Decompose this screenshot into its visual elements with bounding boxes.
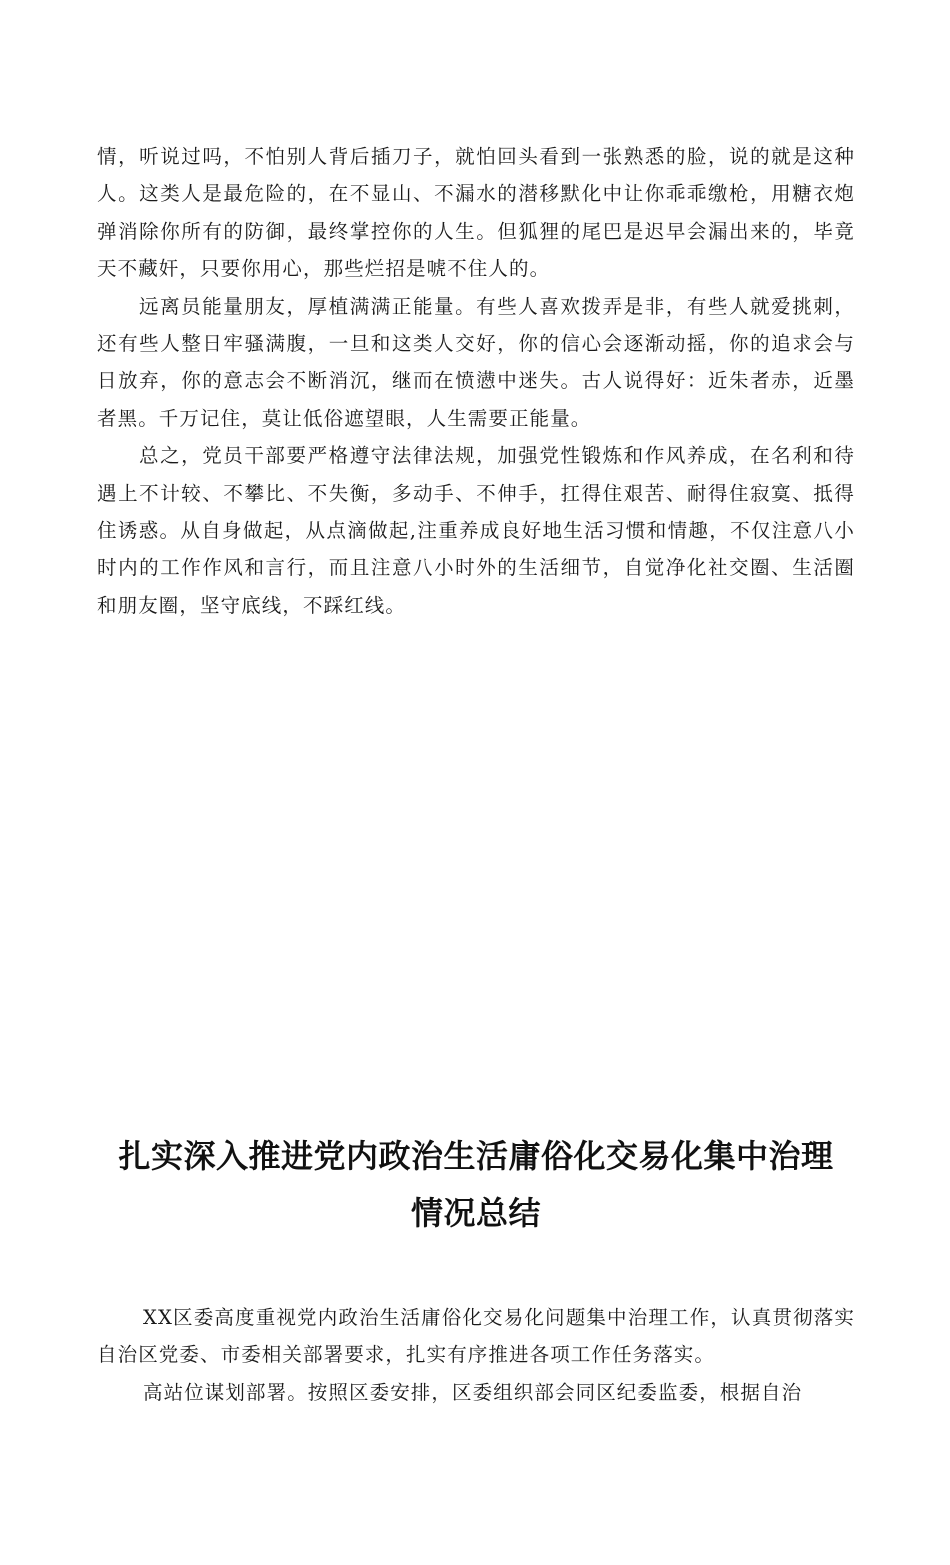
article-title [97,1128,855,1242]
paragraph-planning: 高站位谋划部署。按照区委安排，区委组织部会同区纪委监委，根据自治 [143,1380,803,1404]
paragraph-conclusion: 总之，党员干部要严格遵守法律法规，加强党性锻炼和作风养成，在名利和待遇上不计较、不攀比、不失衡，多动手、不伸手，扛得住艰苦、耐得住寂寞、抵得住诱惑。从自身做起，从点滴做起,注重养成良好地生活习惯和情趣，不仅注意八小时内的工作作风和言行，而且注意八小时外的生活细节，自觉净化社交圈、生活圈和朋友圈，坚守底线，不踩红线。 [97,444,855,617]
article-body [97,1299,855,1411]
paragraph-intro: XX区委高度重视党内政治生活庸俗化交易化问题集中治理工作，认真贯彻落实自治区党委、市委相关部署要求，扎实有序推进各项工作任务落实。 [97,1306,855,1367]
article-title-line-2: 情况总结 [410,1194,541,1232]
previous-article-body [97,138,855,624]
paragraph-positive-energy: 远离员能量朋友，厚植满满正能量。有些人喜欢拨弄是非，有些人就爱挑刺，还有些人整日牢骚满腹，一旦和这类人交好，你的信心会逐渐动摇，你的追求会与日放弃，你的意志会不断消沉，继而在愤懑中迷失。古人说得好：近朱者赤，近墨者黑。千万记住，莫让低俗遮望眼，人生需要正能量。 [97,294,855,430]
article-title-line-1: 扎实深入推进党内政治生活庸俗化交易化集中治理 [118,1137,834,1175]
paragraph-continuation: 情，听说过吗，不怕别人背后插刀子，就怕回头看到一张熟悉的脸，说的就是这种人。这类人是最危险的，在不显山、不漏水的潜移默化中让你乖乖缴枪，用糖衣炮弹消除你所有的防御，最终掌控你的人生。但狐狸的尾巴是迟早会漏出来的，毕竟天不藏奸，只要你用心，那些烂招是唬不住人的。 [97,145,855,281]
